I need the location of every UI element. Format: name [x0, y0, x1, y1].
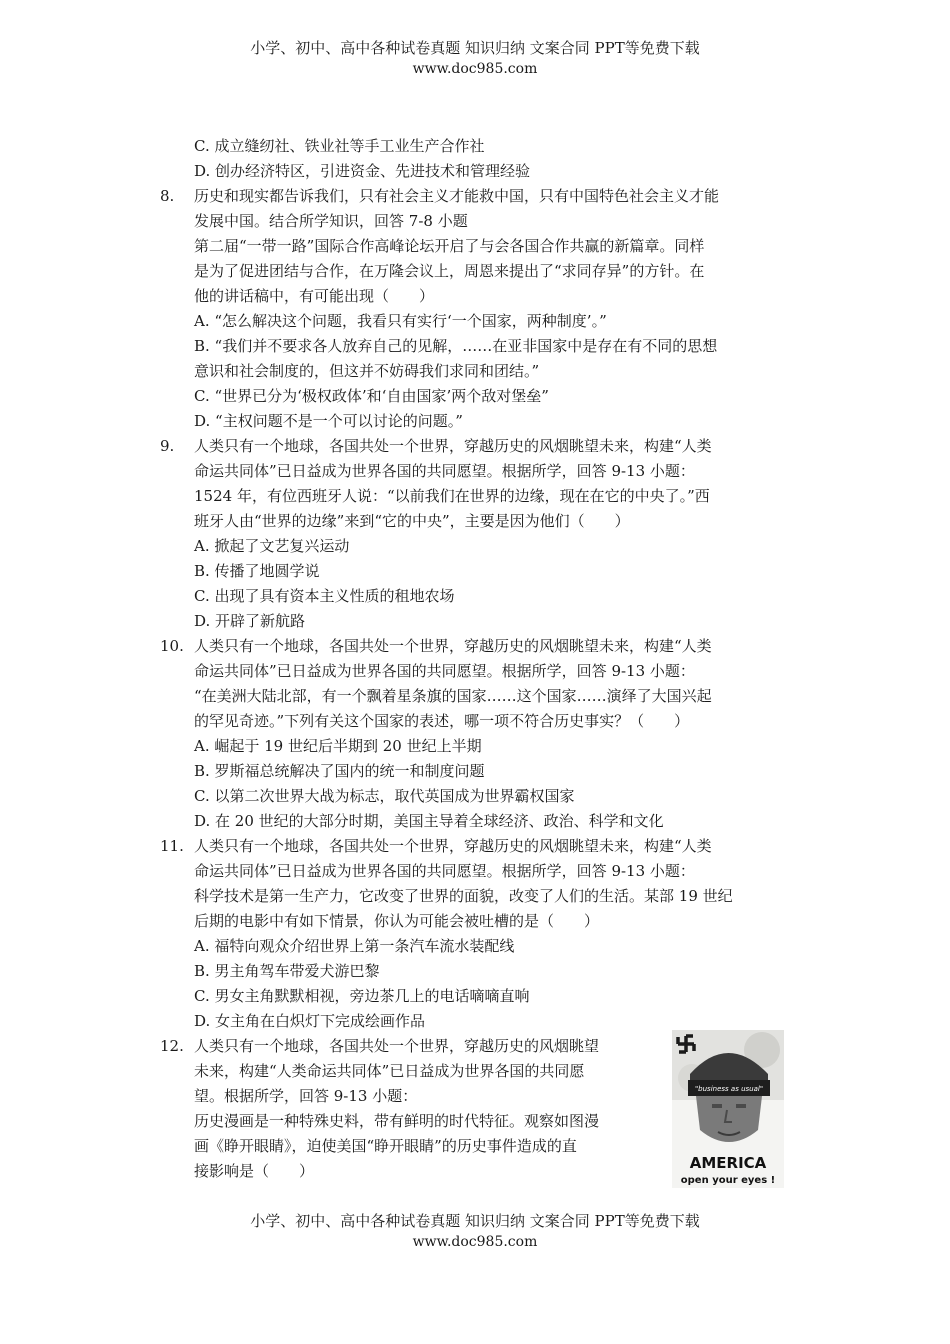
- question-text: 命运共同体”已日益成为世界各国的共同愿望。根据所学，回答 9-13 小题：: [194, 662, 695, 680]
- footer-promo-text: 小学、初中、高中各种试卷真题 知识归纳 文案合同 PPT等免费下载: [250, 1212, 700, 1230]
- cartoon-illustration: [672, 1030, 784, 1188]
- question-text: 人类只有一个地球，各国共处一个世界，穿越历史的风烟眺望: [194, 1037, 600, 1055]
- question-text: 未来，构建“人类命运共同体”已日益成为世界各国的共同愿: [194, 1062, 585, 1080]
- option-a: A. 福特向观众介绍世界上第一条汽车流水装配线: [194, 937, 515, 955]
- question-number: 12.: [160, 1037, 184, 1055]
- question-text: 班牙人由“世界的边缘”来到“它的中央”，主要是因为他们（ ）: [194, 512, 630, 530]
- question-text: 1524 年，有位西班牙人说：“以前我们在世界的边缘，现在在它的中央了。”西: [194, 487, 710, 505]
- question-text: 命运共同体”已日益成为世界各国的共同愿望。根据所学，回答 9-13 小题：: [194, 862, 695, 880]
- question-text: 第二届“一带一路”国际合作高峰论坛开启了与会各国合作共赢的新篇章。同样: [194, 237, 705, 255]
- cartoon-band-text: "business as usual": [694, 1085, 764, 1093]
- question-text: 后期的电影中有如下情景，你认为可能会被吐槽的是（ ）: [194, 912, 600, 930]
- option-d: D. 开辟了新航路: [194, 612, 306, 630]
- question-number: 8.: [160, 187, 175, 205]
- header-url[interactable]: www.doc985.com: [412, 61, 538, 77]
- option-c: C. 男女主角默默相视，旁边茶几上的电话嘀嘀直响: [194, 987, 530, 1005]
- option-d: D. 女主角在白炽灯下完成绘画作品: [194, 1012, 426, 1030]
- option-b: B. 男主角驾车带爱犬游巴黎: [194, 962, 380, 980]
- option-c: C. 以第二次世界大战为标志，取代英国成为世界霸权国家: [194, 787, 575, 805]
- option-b: B. “我们并不要求各人放弃自己的见解，……在亚非国家中是存在有不同的思想: [194, 337, 718, 355]
- header-promo-text: 小学、初中、高中各种试卷真题 知识归纳 文案合同 PPT等免费下载: [250, 39, 700, 57]
- question-text: 命运共同体”已日益成为世界各国的共同愿望。根据所学，回答 9-13 小题：: [194, 462, 695, 480]
- option-c: C. 成立缝纫社、铁业社等手工业生产合作社: [194, 137, 485, 155]
- option-a: A. “怎么解决这个问题，我看只有实行‘一个国家，两种制度’。”: [194, 312, 607, 330]
- page-footer: [0, 1211, 950, 1253]
- option-a: A. 崛起于 19 世纪后半期到 20 世纪上半期: [194, 737, 482, 755]
- question-text: 人类只有一个地球，各国共处一个世界，穿越历史的风烟眺望未来，构建“人类: [194, 437, 712, 455]
- footer-url[interactable]: www.doc985.com: [412, 1234, 538, 1250]
- option-d: D. “主权问题不是一个可以讨论的问题。”: [194, 412, 463, 430]
- question-text: 接影响是（ ）: [194, 1162, 315, 1180]
- option-d: D. 在 20 世纪的大部分时期，美国主导着全球经济、政治、科学和文化: [194, 812, 664, 830]
- question-text: 人类只有一个地球，各国共处一个世界，穿越历史的风烟眺望未来，构建“人类: [194, 637, 712, 655]
- question-text: 科学技术是第一生产力，它改变了世界的面貌，改变了人们的生活。某部 19 世纪: [194, 887, 733, 905]
- option-d: D. 创办经济特区，引进资金、先进技术和管理经验: [194, 162, 531, 180]
- option-b-continued: 意识和社会制度的，但这并不妨碍我们求同和团结。”: [194, 362, 540, 380]
- question-text: 他的讲话稿中，有可能出现（ ）: [194, 287, 435, 305]
- option-b: B. 传播了地圆学说: [194, 562, 320, 580]
- option-c: C. 出现了具有资本主义性质的租地农场: [194, 587, 455, 605]
- question-text: 发展中国。结合所学知识，回答 7-8 小题: [194, 212, 468, 230]
- cartoon-caption-main: AMERICA: [689, 1154, 767, 1172]
- history-cartoon-image: [672, 1030, 784, 1188]
- question-text: 望。根据所学，回答 9-13 小题：: [194, 1087, 418, 1105]
- question-number: 10.: [160, 637, 184, 655]
- option-c: C. “世界已分为‘极权政体’和‘自由国家’两个敌对堡垒”: [194, 387, 549, 405]
- question-text: 是为了促进团结与合作，在万隆会议上，周恩来提出了“求同存异”的方针。在: [194, 262, 705, 280]
- question-number: 9.: [160, 437, 175, 455]
- question-text: 的罕见奇迹。”下列有关这个国家的表述，哪一项不符合历史事实？（ ）: [194, 712, 690, 730]
- question-text: 人类只有一个地球，各国共处一个世界，穿越历史的风烟眺望未来，构建“人类: [194, 837, 712, 855]
- option-b: B. 罗斯福总统解决了国内的统一和制度问题: [194, 762, 485, 780]
- question-number: 11.: [160, 837, 184, 855]
- cartoon-caption-sub: open your eyes !: [680, 1175, 776, 1186]
- question-text: 历史漫画是一种特殊史料，带有鲜明的时代特征。观察如图漫: [194, 1112, 600, 1130]
- page-header: [0, 38, 950, 80]
- question-text: 历史和现实都告诉我们，只有社会主义才能救中国，只有中国特色社会主义才能: [194, 187, 720, 205]
- question-text: “在美洲大陆北部，有一个飘着星条旗的国家……这个国家……演绎了大国兴起: [194, 687, 712, 705]
- option-a: A. 掀起了文艺复兴运动: [194, 537, 350, 555]
- question-text: 画《睁开眼睛》，迫使美国“睁开眼睛”的历史事件造成的直: [194, 1137, 577, 1155]
